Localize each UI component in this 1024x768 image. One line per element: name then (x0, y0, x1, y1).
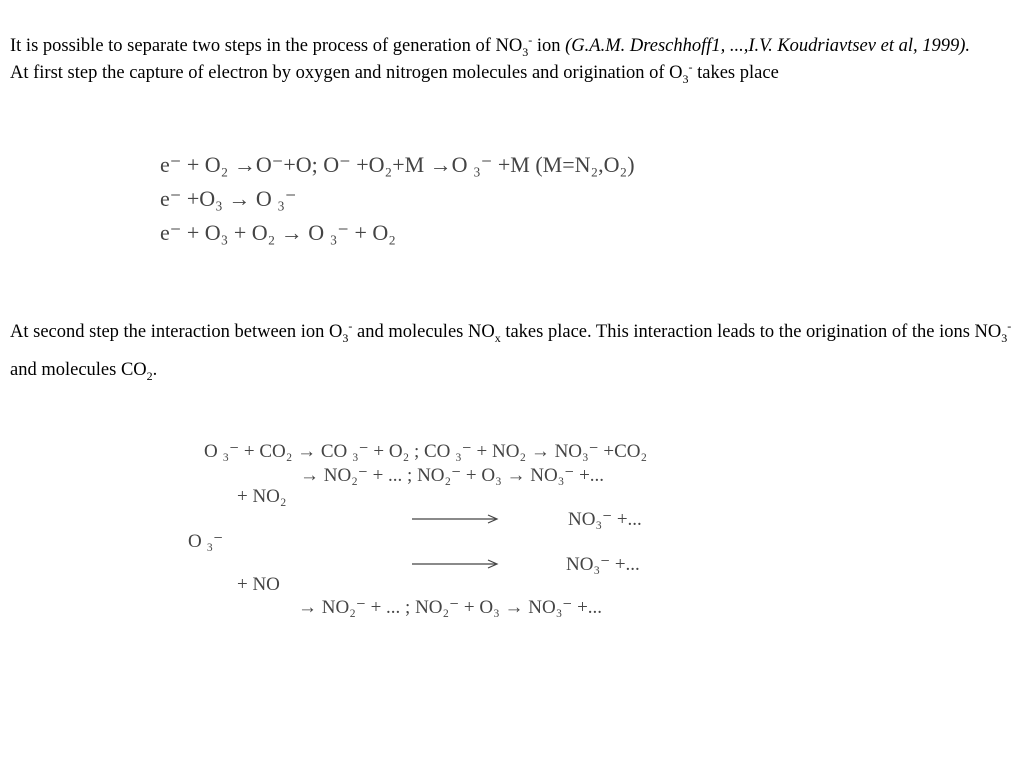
step1-equation-1: e⁻ + O₂ →O⁻+O; O⁻ +O₂+M →O ₃⁻ +M (M=N₂,O₂) (160, 152, 635, 177)
intro-text: It is possible to separate two steps in the process of generation of NO (10, 36, 523, 56)
citation: (G.A.M. Dreschhoff1, ...,I.V. Koudriavtsev et al, 1999). (565, 36, 971, 56)
step2-text-d: and molecules CO (10, 360, 147, 380)
scheme-reactant: O ₃⁻ (188, 531, 224, 552)
step2-text-e: . (152, 360, 158, 380)
step2-sub-d: 2 (146, 369, 153, 383)
step2-text-b: and molecules NO (352, 322, 495, 342)
scheme-line-1: O ₃⁻ + CO₂ → CO ₃⁻ + O₂ ; CO ₃⁻ + NO₂ → NO₃⁻ +CO₂ (204, 441, 648, 462)
step1-equation-3: e⁻ + O₃ + O₂ → O ₃⁻ + O₂ (160, 220, 396, 245)
arrow-upper (412, 512, 502, 526)
step2-sup-c: - (1007, 319, 1012, 333)
scheme-branch-no2: + NO₂ (237, 486, 287, 507)
scheme-line-2: → NO₂⁻ + ... ; NO₂⁻ + O₃ → NO₃⁻ +... (300, 465, 605, 486)
scheme-line-last: → NO₂⁻ + ... ; NO₂⁻ + O₃ → NO₃⁻ +... (298, 597, 603, 618)
step1-sup: - (688, 60, 693, 74)
step1-equation-2: e⁻ +O₃ → O ₃⁻ (160, 186, 297, 211)
step2-text-a: At second step the interaction between ion O (10, 322, 343, 342)
intro-ion: ion (532, 36, 566, 56)
step2-sub-c: 3 (1001, 331, 1008, 345)
step1-text: At first step the capture of electron by oxygen and nitrogen molecules and origination of O (10, 63, 683, 83)
intro-sup: - (528, 33, 533, 47)
step2-paragraph (10, 313, 1014, 389)
step1-sub: 3 (682, 72, 689, 86)
step2-sub-a: 3 (342, 331, 349, 345)
step2-sub-b: x (494, 331, 501, 345)
scheme-branch-no: + NO (237, 574, 280, 595)
arrow-lower (412, 557, 502, 571)
step1-tail: takes place (692, 63, 779, 83)
intro-paragraph (10, 33, 1014, 87)
scheme-lower-product: NO₃⁻ +... (566, 554, 640, 575)
step2-sup-a: - (348, 319, 353, 333)
scheme-upper-product: NO₃⁻ +... (568, 509, 642, 530)
step2-text-c: takes place. This interaction leads to the origination of the ions NO (500, 322, 1002, 342)
intro-sub: 3 (522, 45, 529, 59)
